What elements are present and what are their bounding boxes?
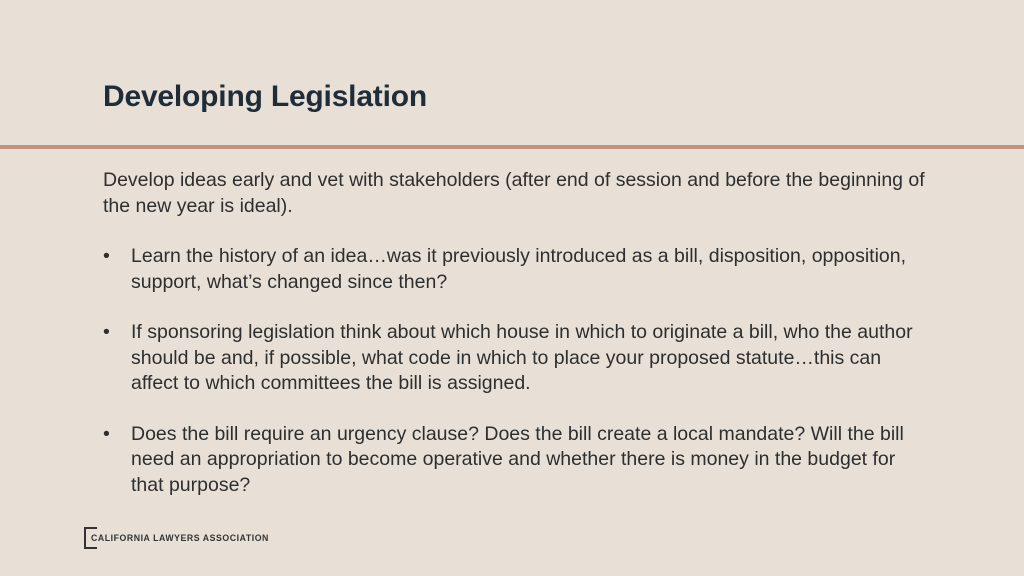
title-divider (0, 145, 1024, 149)
bullet-item (103, 244, 933, 295)
slide-title: Developing Legislation (103, 80, 427, 113)
bullet-text: Learn the history of an idea…was it previously introduced as a bill, disposition, opposition, support, what’s changed since then? (131, 245, 907, 293)
bullet-text: If sponsoring legislation think about which house in which to originate a bill, who the author should be and, if possible, what code in which to place your proposed statute…this can affect to which committees the bill is assigned. (131, 321, 913, 394)
organization-logo (84, 526, 284, 550)
slide-body (103, 168, 933, 523)
bullet-marker: • (103, 321, 110, 343)
bullet-marker: • (103, 422, 110, 445)
bullet-item (103, 422, 933, 499)
intro-paragraph: Develop ideas early and vet with stakeholders (after end of session and before the beginning of the new year is ideal). (103, 169, 925, 217)
logo-text: CALIFORNIA LAWYERS ASSOCIATION (91, 532, 269, 544)
bullet-item (103, 320, 933, 397)
bullet-list (103, 244, 933, 498)
bullet-marker: • (103, 245, 110, 267)
bullet-text: Does the bill require an urgency clause? Does the bill create a local mandate? Will the bill need an appropriation to become operative and whether there is money in the budget for that purpose? (131, 422, 904, 496)
